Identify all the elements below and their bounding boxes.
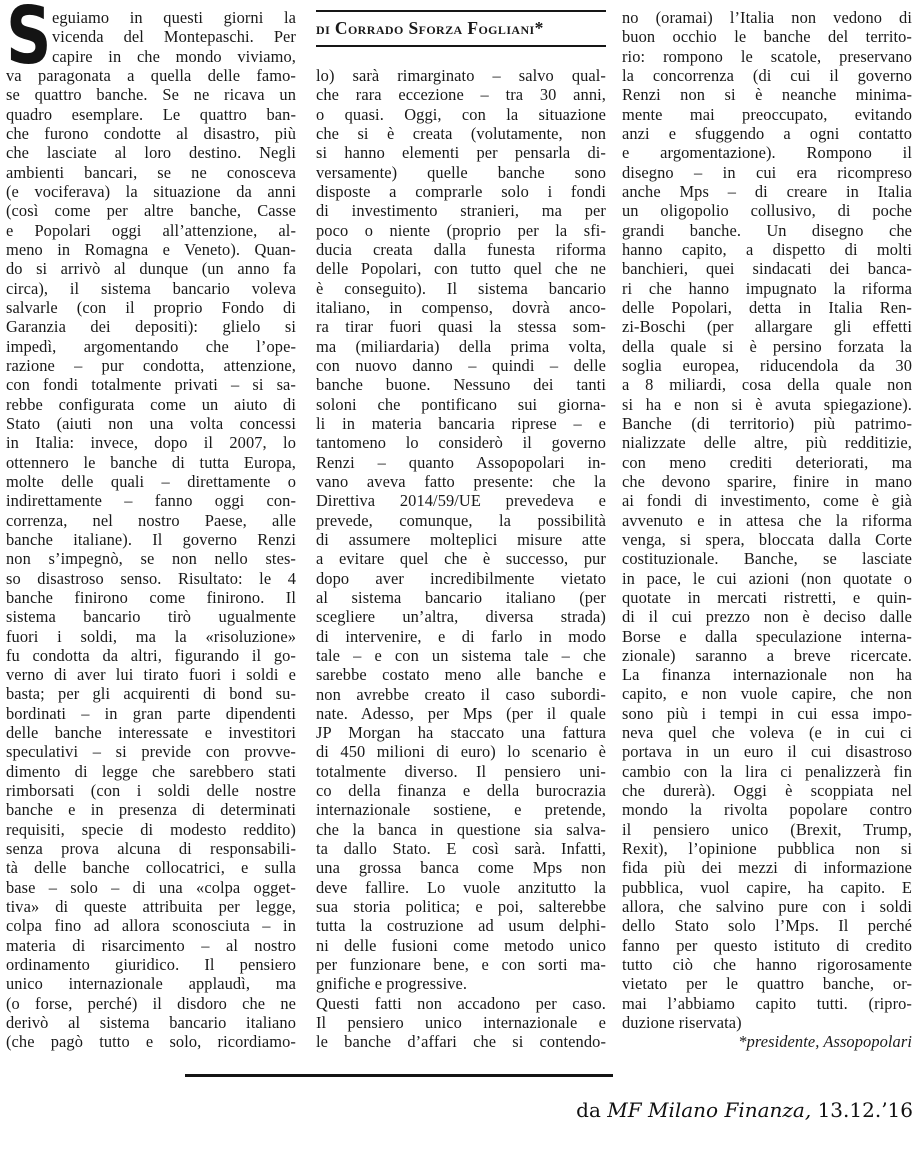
text-line: tale – e con un sistema tale – che xyxy=(316,645,606,665)
text-line: capito, e non vuole capire, che non xyxy=(622,684,912,704)
text-line: banche italiane). Il governo Renzi xyxy=(6,529,296,549)
text-line: è conseguito). Il sistema bancario xyxy=(316,278,606,298)
text-line: capire in che mondo viviamo, xyxy=(52,46,296,66)
text-line: la concorrenza (di cui il governo xyxy=(622,65,912,85)
text-line: (e vociferava) la situazione da anni xyxy=(6,181,296,201)
text-line: vicenda del Montepaschi. Per xyxy=(52,27,296,47)
text-line: meno in Romagna e Veneto). Quan- xyxy=(6,239,296,259)
text-line: internazionale sostiene, e pretende, xyxy=(316,800,606,820)
text-line: o quasi. Oggi, con la situazione xyxy=(316,104,606,124)
text-line: tutto ciò che hanno rigorosamente xyxy=(622,955,912,975)
text-line: *presidente, Assopopolari xyxy=(738,1032,912,1052)
text-line: di investimento stranieri, ma per xyxy=(316,201,606,221)
text-line: circa), il sistema bancario voleva xyxy=(6,278,296,298)
column-3-lines xyxy=(622,8,912,1052)
text-line: fida più dei mezzi di informazione xyxy=(622,858,912,878)
text-line: mente mai preoccupato, evitando xyxy=(622,104,912,124)
text-line: ri che hanno impugnato la riforma xyxy=(622,278,912,298)
text-line: le banche d’affari che si contendo- xyxy=(316,1032,606,1052)
text-line: ai fondi di investimento, come è già xyxy=(622,491,912,511)
text-line: pubblica, vuol capire, ha capito. E xyxy=(622,877,912,897)
text-line: disegno – in cui era ricompreso xyxy=(622,162,912,182)
text-line: do si arrivò al dunque (un anno fa xyxy=(6,259,296,279)
text-line: banche e in presenza di determinati xyxy=(6,800,296,820)
text-line: soloni che pontificano sui giorna- xyxy=(316,394,606,414)
text-line: (o forse, perché) il disdoro che ne xyxy=(6,993,296,1013)
text-line: impedì, argomentando che l’ope- xyxy=(6,336,296,356)
text-line: salvarle (con il proprio Fondo di xyxy=(6,297,296,317)
text-line: che lasciate al loro destino. Negli xyxy=(6,143,296,163)
text-line: con nuovo danno – quindi – delle xyxy=(316,355,606,375)
text-line: senza prova alcuna di responsabili- xyxy=(6,839,296,859)
text-line: grandi banche. Un disegno che xyxy=(622,220,912,240)
text-line: molte delle quali – direttamente o xyxy=(6,471,296,491)
byline: di Corrado Sforza Fogliani* xyxy=(316,18,544,38)
text-line: tutta la costruzione ad usum delphi- xyxy=(316,916,606,936)
byline-block xyxy=(316,10,606,47)
text-line: gnifiche e progressive. xyxy=(316,974,468,994)
text-line: tà delle banche collocatrici, e sulla xyxy=(6,858,296,878)
text-line: lo) sarà rimarginato – salvo qual- xyxy=(316,66,606,85)
text-line: sistema bancario tirò ugualmente xyxy=(6,607,296,627)
text-line: che devono sparire, finire in mano xyxy=(622,471,912,491)
text-line: materia di risarcimento – al nostro xyxy=(6,935,296,955)
text-line: JP Morgan ha staccato una fattura xyxy=(316,723,606,743)
text-line: che la banca in questione sia salva- xyxy=(316,819,606,839)
text-line: poco o niente (proprio per la sfi- xyxy=(316,220,606,240)
text-line: disposte a comprarle solo i fondi xyxy=(316,181,606,201)
text-line: ma (miliardaria) della prima volta, xyxy=(316,336,606,356)
credit-lead: da xyxy=(576,1098,608,1122)
text-line: ordinamento giuridico. Il pensiero xyxy=(6,955,296,975)
text-line: una grossa banca come Mps non xyxy=(316,858,606,878)
text-line: sua storia politica; e poi, salterebbe xyxy=(316,897,606,917)
text-line: nate. Adesso, per Mps (per il quale xyxy=(316,703,606,723)
text-line: Borse e dalla speculazione interna- xyxy=(622,626,912,646)
text-line: deve fallire. Lo vuole anzitutto la xyxy=(316,877,606,897)
column-2-lines xyxy=(316,66,606,1052)
text-line: rimborsati (con i soldi delle nostre xyxy=(6,781,296,801)
text-line: Questi fatti non accadono per caso. xyxy=(316,993,606,1013)
text-line: a 8 miliardi, cosa della quale non xyxy=(622,375,912,395)
text-line: Rexit), l’opinione pubblica non si xyxy=(622,839,912,859)
text-line: venga, si spera, bloccata dalla Corte xyxy=(622,529,912,549)
text-line: in Italia: invece, dopo il 2007, lo xyxy=(6,433,296,453)
text-line: hanno capito, a dispetto di molti xyxy=(622,239,912,259)
text-line: si ha e non si è avuta spiegazione). xyxy=(622,394,912,414)
text-line: correnza, nel nostro Paese, alle xyxy=(6,510,296,530)
text-line: zi-Boschi (per allargare gli effetti xyxy=(622,317,912,337)
text-line: dello Stato solo l’Mps. Il perché xyxy=(622,916,912,936)
text-line: razione – pur condotta, attenzione, xyxy=(6,355,296,375)
text-line: prevede, comunque, la possibilità xyxy=(316,510,606,530)
text-line: indirettamente – fanno oggi con- xyxy=(6,491,296,511)
text-line: sarebbe costato meno alle banche e xyxy=(316,665,606,685)
text-line: che si è creata (volutamente, non xyxy=(316,123,606,143)
text-line: dopo aver incredibilmente vietato xyxy=(316,568,606,588)
text-line: Banche (di territorio) più patrimo- xyxy=(622,413,912,433)
text-line: Renzi – quanto Assopopolari in- xyxy=(316,452,606,472)
text-line: vietato per le quattro banche, or- xyxy=(622,974,912,994)
text-line: il pensiero unico (Brexit, Trump, xyxy=(622,819,912,839)
text-line: eguiamo in questi giorni la xyxy=(52,8,296,27)
text-line: con fondi totalmente privati – si sa- xyxy=(6,375,296,395)
credit-date: 13.12.’16 xyxy=(811,1098,913,1122)
text-line: totalmente diverso. Il pensiero uni- xyxy=(316,761,606,781)
text-line: duzione riservata) xyxy=(622,1013,742,1033)
text-line: li in materia bancaria riprese – e xyxy=(316,413,606,433)
text-line: in pace, le cui azioni (non quotate o xyxy=(622,568,912,588)
text-line: co della finanza e della burocrazia xyxy=(316,781,606,801)
text-line: derivò al sistema bancario italiano xyxy=(6,1013,296,1033)
text-line: quotate in mercati ristretti, e quin- xyxy=(622,587,912,607)
text-line: banche buone. Nessuno dei tanti xyxy=(316,375,606,395)
text-line: quadro esemplare. Le quattro ban- xyxy=(6,104,296,124)
text-line: di 450 milioni di euro) lo scenario è xyxy=(316,742,606,762)
text-line: che furono condotte al disastro, più xyxy=(6,123,296,143)
text-line: zionale) saranno a breve ricercate. xyxy=(622,645,912,665)
text-line: buon occhio le banche del territo- xyxy=(622,27,912,47)
text-line: rebbe configurata come un aiuto di xyxy=(6,394,296,414)
text-line: Il pensiero unico internazionale e xyxy=(316,1013,606,1033)
text-line: va paragonata a quella delle famo- xyxy=(6,65,296,85)
text-line: so disastroso senso. Risultato: le 4 xyxy=(6,568,296,588)
text-line: La finanza internazionale non ha xyxy=(622,665,912,685)
text-line: non s’impegnò, se non nello stes- xyxy=(6,549,296,569)
text-line: basta; per gli acquirenti di bond su- xyxy=(6,684,296,704)
text-line: requisiti, specie di modesto reddito) xyxy=(6,819,296,839)
text-line: e argomentazione). Rompono il xyxy=(622,143,912,163)
text-line: mai l’abbiamo capito tutti. (ripro- xyxy=(622,993,912,1013)
text-line: banchieri, quei sindacati dei banca- xyxy=(622,259,912,279)
column-2 xyxy=(316,8,606,1052)
text-line: ducia creata dalla funesta riforma xyxy=(316,239,606,259)
text-line: delle Popolari, detta in Italia Ren- xyxy=(622,297,912,317)
text-line: di assumere molteplici misure atte xyxy=(316,529,606,549)
text-line: bordinati – in gran parte dipendenti xyxy=(6,703,296,723)
text-line: no (oramai) l’Italia non vedono di xyxy=(622,8,912,27)
text-line: mondo la rivolta popolare contro xyxy=(622,800,912,820)
text-line: con meno crediti deteriorati, ma xyxy=(622,452,912,472)
text-line: fuori i soldi, ma la «risoluzione» xyxy=(6,626,296,646)
text-line: soglia europea, riducendola da 30 xyxy=(622,355,912,375)
text-line: neva quel che voleva (e in cui ci xyxy=(622,723,912,743)
text-line: speculativi – si previde con provve- xyxy=(6,742,296,762)
text-line: tantomeno lo considerò il governo xyxy=(316,433,606,453)
text-line: che rara eccezione – tra 30 anni, xyxy=(316,85,606,105)
text-line: Garanzia dei depositi): glielo si xyxy=(6,317,296,337)
text-line: base – solo – di una «colpa ogget- xyxy=(6,877,296,897)
text-line: (che pagò tutto e solo, ricordiamo- xyxy=(6,1032,296,1052)
text-line: scegliere un’altra, diversa strada) xyxy=(316,607,606,627)
text-line: fu condotta da altri, figurando il go- xyxy=(6,645,296,665)
text-line: ottennero le banche di tutta Europa, xyxy=(6,452,296,472)
text-line: portava in un euro il cui disastroso xyxy=(622,742,912,762)
text-line: e Popolari oggi all’attenzione, al- xyxy=(6,220,296,240)
text-line: per funzionare bene, e con sorti ma- xyxy=(316,955,606,975)
text-line: allora, che salvino pure con i soldi xyxy=(622,897,912,917)
text-line: cambio con la lira ci penalizzerà fin xyxy=(622,761,912,781)
text-line: colpa fino ad allora sconosciuta – in xyxy=(6,916,296,936)
text-line: dimento di legge che sarebbero stati xyxy=(6,761,296,781)
text-line: banche finirono come finirono. Il xyxy=(6,587,296,607)
text-line: a evitare quel che è successo, pur xyxy=(316,549,606,569)
text-line: Stato (aiuti non una volta concessi xyxy=(6,413,296,433)
text-line: fanno per questo istituto di credito xyxy=(622,935,912,955)
column-3 xyxy=(622,8,912,1052)
text-line: costituzionale. Banche, se lasciate xyxy=(622,549,912,569)
text-line: ta dallo Stato. E così sarà. Infatti, xyxy=(316,839,606,859)
text-line: al sistema bancario italiano (per xyxy=(316,587,606,607)
column-1-lines xyxy=(6,0,296,1052)
text-line: non avrebbe creato il caso subordi- xyxy=(316,684,606,704)
text-line: rio: rompono le scatole, preservano xyxy=(622,46,912,66)
text-line: ra tirar fuori quasi la stessa som- xyxy=(316,317,606,337)
text-line: della quale si è persino forzata la xyxy=(622,336,912,356)
text-line: anzi e sfuggendo a ogni contatto xyxy=(622,123,912,143)
text-line: delle Popolari, con tutto quel che ne xyxy=(316,259,606,279)
text-line: Direttiva 2014/59/UE prevedeva e xyxy=(316,491,606,511)
text-line: tiva» di queste attribuita per legge, xyxy=(6,897,296,917)
text-line: verno di aver lui tirato fuori i soldi e xyxy=(6,665,296,685)
column-1 xyxy=(6,0,296,1052)
footer-credit xyxy=(576,1098,913,1122)
text-line: ni delle fusioni come metodo unico xyxy=(316,935,606,955)
text-line: avvenuto e in attesa che la riforma xyxy=(622,510,912,530)
text-line: un oligopolio collusivo, di poche xyxy=(622,201,912,221)
text-line: che durerà). Oggi è scoppiata nel xyxy=(622,781,912,801)
text-line: di il cui prezzo non è deciso dalle xyxy=(622,607,912,627)
text-line: sono più i tempi in cui essa impo- xyxy=(622,703,912,723)
text-line: italiano, in compenso, dovrà anco- xyxy=(316,297,606,317)
text-line: ambienti bancari, se ne conosceva xyxy=(6,162,296,182)
credit-source: MF Milano Finanza, xyxy=(607,1098,812,1122)
text-line: (così come per altre banche, Casse xyxy=(6,201,296,221)
text-line: unico internazionale applaudì, ma xyxy=(6,974,296,994)
text-line: anche Mps – di creare in Italia xyxy=(622,181,912,201)
text-line: se quattro banche. Se ne ricava un xyxy=(6,85,296,105)
footer-divider xyxy=(185,1074,613,1077)
text-line: si hanno elementi per pensarla di- xyxy=(316,143,606,163)
text-line: nializzate delle altre, più redditizie, xyxy=(622,433,912,453)
text-line: di intervenire, e di farlo in modo xyxy=(316,626,606,646)
drop-cap-letter: S xyxy=(6,0,50,82)
text-line: delle banche interessate e investitori xyxy=(6,723,296,743)
text-line: vano aveva fatto presente: che la xyxy=(316,471,606,491)
text-line: Renzi non si è neanche minima- xyxy=(622,85,912,105)
text-line: versamente) quelle banche sono xyxy=(316,162,606,182)
